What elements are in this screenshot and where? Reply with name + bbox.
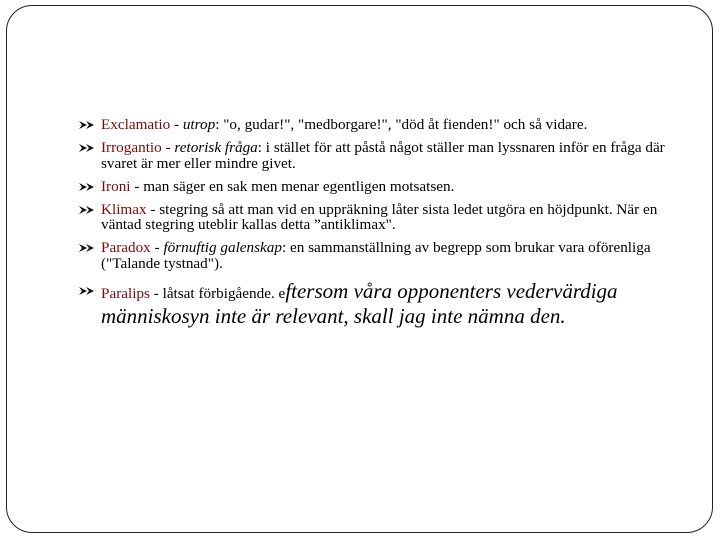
bullet-arrow-icon — [78, 181, 96, 193]
bullet-arrow-icon — [78, 242, 96, 254]
separator: - — [150, 239, 164, 256]
term: Paradox — [101, 239, 151, 256]
list-item-ironi — [78, 179, 688, 195]
definition-text: : "o, gudar!", "medborgare!", "död åt fienden!" och så vidare. — [215, 116, 588, 133]
term: Irrogantio — [101, 139, 162, 156]
bullet-arrow-icon — [78, 119, 96, 131]
separator: - — [146, 200, 160, 218]
definition-text: låtsat förbigående. e — [162, 284, 286, 302]
term: Exclamatio — [101, 116, 171, 133]
separator: - — [161, 139, 175, 156]
definition-emphasis: förnuftig galenskap — [163, 239, 282, 256]
bullet-arrow-icon — [78, 204, 96, 216]
list-item-paradox — [78, 240, 688, 271]
separator: - — [130, 177, 144, 195]
bullet-list — [78, 117, 688, 336]
definition-text: : en sammanställning av begrepp som brukar vara oförenliga ("Talande tystnad"). — [101, 239, 651, 272]
term: Paralips — [101, 284, 150, 302]
bullet-arrow-icon — [78, 142, 96, 154]
definition-text: man säger en sak men menar egentligen motsatsen. — [143, 177, 455, 195]
term: Klimax — [101, 200, 147, 218]
list-item-klimax — [78, 202, 688, 233]
definition-emphasis: retorisk fråga — [174, 139, 258, 156]
definition-emphasis: utrop — [182, 116, 216, 133]
list-item-paralips — [78, 279, 688, 329]
term: Ironi — [101, 177, 131, 195]
definition-text: stegring så att man vid en uppräkning låter sista ledet utgöra en höjdpunkt. När en väntad stegring uteblir kallas detta ”antiklimax". — [101, 200, 658, 233]
example-quote: ftersom våra opponenters vedervärdiga människosyn inte är relevant, skall jag inte nämna den. — [101, 278, 618, 328]
list-item-exclamatio — [78, 117, 688, 133]
bullet-arrow-icon — [78, 285, 96, 297]
definition-text: : i stället för att påstå något ställer man lyssnaren inför en fråga där svaret är mer eller mindre givet. — [101, 139, 665, 172]
list-item-irrogantio — [78, 140, 688, 171]
separator: - — [170, 116, 183, 133]
separator: - — [149, 284, 163, 302]
